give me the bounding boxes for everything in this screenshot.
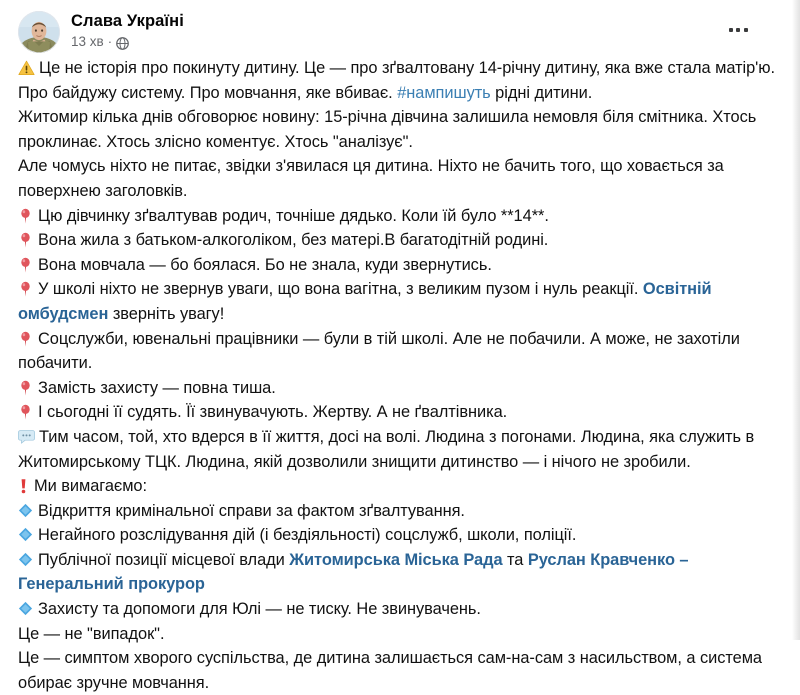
pushpin-icon [18, 257, 33, 273]
pin-text: І сьогодні її судять. Її звинувачують. Жертву. А не ґвалтівника. [38, 403, 508, 422]
intro-text-2: рідні дитини. [490, 83, 593, 102]
pin-item-7 [18, 400, 778, 425]
pin-text: Замість захисту — повна тиша. [38, 378, 276, 397]
pushpin-icon [18, 404, 33, 420]
pushpin-icon [18, 281, 33, 297]
demand-text-2: та [502, 550, 528, 569]
paragraph-perpetrator [18, 425, 778, 474]
pin-text: Соцслужби, ювенальні працівники — були в тій школі. Але не побачили. А може, не захотіли побачити. [18, 329, 740, 373]
demand-text: Негайного розслідування дій (і бездіяльності) соцслужб, школи, поліції. [38, 526, 577, 545]
demand-item-2 [18, 523, 778, 548]
blue-diamond-icon [18, 552, 33, 567]
post-timestamp[interactable]: 13 хв [71, 34, 104, 49]
pin-item-4 [18, 277, 778, 326]
pin-text: Вона мовчала — бо боялася. Бо не знала, куди звернутись. [38, 255, 492, 274]
blue-diamond-icon [18, 527, 33, 542]
pin-item-6 [18, 376, 778, 401]
perpetrator-text: Тим часом, той, хто вдерся в її життя, досі на волі. Людина з погонами. Людина, яка служить в Житомирському ТЦК. Людина, якій дозволили знищити дитинство — і нічого не зробили. [18, 427, 755, 471]
city-council-link[interactable]: Житомирська Міська Рада [289, 550, 503, 569]
post-meta [71, 34, 184, 50]
demand-text-1: Публічної позиції місцевої влади [38, 550, 290, 569]
pin-text-1: У школі ніхто не звернув уваги, що вона вагітна, з великим пузом і нуль реакції. [38, 280, 643, 299]
hashtag-link[interactable]: #нампишуть [397, 83, 491, 102]
paragraph-not-incident: Це — не "випадок". [18, 624, 165, 643]
demand-text: Захисту та допомоги для Юлі — не тиску. Не звинувачень. [38, 600, 481, 619]
paragraph-intro [18, 56, 778, 105]
paragraph-question: Але чомусь ніхто не питає, звідки з'явилася ця дитина. Ніхто не бачить того, що ховається за поверхнею заголовків. [18, 157, 724, 200]
pin-item-3 [18, 253, 778, 278]
blue-diamond-icon [18, 503, 33, 518]
exclamation-icon [18, 478, 29, 494]
intro-text-1: Це не історія про покинуту дитину. Це — про зґвалтовану 14-річну дитину, яка вже стала матір'ю. Про байдужу систему. Про мовчання, яке вбиває. [18, 59, 775, 102]
pin-item-2 [18, 228, 778, 253]
pin-item-5 [18, 327, 778, 376]
post-body [0, 52, 800, 695]
post-header [0, 0, 800, 52]
demand-item-4 [18, 597, 778, 622]
pushpin-icon [18, 208, 33, 224]
dot [729, 28, 733, 32]
pin-text: Вона жила з батьком-алкоголіком, без матері.В багатодітній родині. [38, 231, 549, 250]
page-scroll-rail[interactable] [792, 0, 800, 640]
post-header-text [71, 10, 184, 50]
paragraph-news: Житомир кілька днів обговорює новину: 15-річна дівчина залишила немовля біля смітника. Хтось проклинає. Хтось злісно коментує. Хтось "аналізує". [18, 108, 757, 151]
demand-item-1 [18, 499, 778, 524]
dot [744, 28, 748, 32]
dot [736, 28, 740, 32]
blue-diamond-icon [18, 601, 33, 616]
pin-item-1 [18, 204, 778, 229]
prosecutor-general-link[interactable]: Руслан Кравченко – Генеральний прокурор [18, 550, 689, 594]
demands-heading [18, 474, 778, 499]
pushpin-icon [18, 232, 33, 248]
pushpin-icon [18, 380, 33, 396]
demands-heading-text: Ми вимагаємо: [34, 477, 147, 496]
warning-icon [18, 60, 35, 76]
author-name[interactable]: Слава Україні [71, 12, 184, 30]
demand-item-3 [18, 548, 778, 597]
demand-text: Відкриття кримінальної справи за фактом зґвалтування. [38, 501, 465, 520]
pushpin-icon [18, 331, 33, 347]
avatar[interactable] [18, 11, 60, 53]
ombudsman-link[interactable]: Освітній омбудсмен [18, 280, 712, 323]
meta-separator: · [107, 34, 113, 49]
globe-icon[interactable] [116, 37, 129, 50]
more-options-button[interactable] [723, 22, 753, 38]
pin-text: Цю дівчинку зґвалтував родич, точніше дядько. Коли їй було **14**. [38, 206, 549, 225]
pin-text-2: зверніть увагу! [108, 304, 225, 323]
paragraph-conclusion: Це — симптом хворого суспільства, де дитина залишається сам-на-сам з насильством, а система обирає зручне мовчання. [18, 649, 763, 692]
speech-bubble-icon [18, 430, 35, 444]
